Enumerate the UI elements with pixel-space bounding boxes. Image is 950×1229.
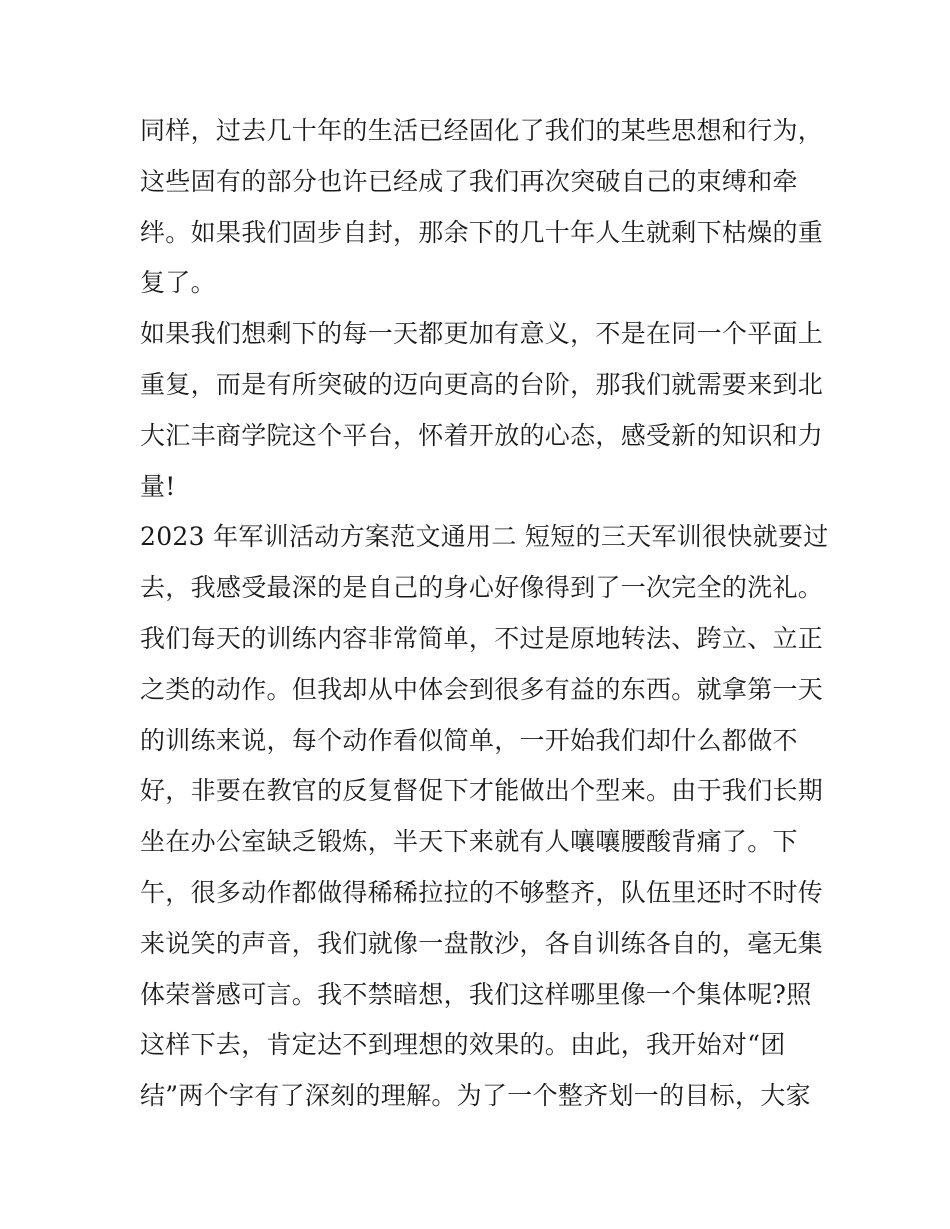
text-line: 坐在办公室缺乏锻炼，半天下来就有人嚷嚷腰酸背痛了。下: [140, 827, 798, 857]
text-line: 之类的动作。但我却从中体会到很多有益的东西。就拿第一天: [140, 674, 824, 704]
text-line: 如果我们想剩下的每一天都更加有意义，不是在同一个平面上: [140, 319, 824, 349]
text-line: 2023 年军训活动方案范文通用二 短短的三天军训很快就要过: [140, 522, 829, 552]
text-line: 结”两个字有了深刻的理解。为了一个整齐划一的目标，大家: [140, 1081, 811, 1111]
text-line: 好，非要在教官的反复督促下才能做出个型来。由于我们长期: [140, 776, 824, 806]
text-line: 量!: [140, 471, 176, 501]
text-line: 大汇丰商学院这个平台，怀着开放的心态，感受新的知识和力: [140, 420, 824, 450]
text-line: 午，很多动作都做得稀稀拉拉的不够整齐，队伍里还时不时传: [140, 877, 824, 907]
text-line: 这些固有的部分也许已经成了我们再次突破自己的束缚和牵: [140, 166, 798, 196]
text-line: 这样下去，肯定达不到理想的效果的。由此，我开始对“团: [140, 1030, 786, 1060]
text-line: 同样，过去几十年的生活已经固化了我们的某些思想和行为，: [140, 116, 824, 145]
text-line: 来说笑的声音，我们就像一盘散沙，各自训练各自的，毫无集: [140, 928, 824, 958]
text-line: 我们每天的训练内容非常简单，不过是原地转法、跨立、立正: [140, 623, 824, 653]
body-text: [140, 106, 829, 1122]
text-line: 体荣誉感可言。我不禁暗想，我们这样哪里像一个集体呢?照: [140, 979, 812, 1009]
text-line: 重复，而是有所突破的迈向更高的台阶，那我们就需要来到北: [140, 369, 824, 399]
text-line: 去，我感受最深的是自己的身心好像得到了一次完全的洗礼。: [140, 573, 824, 603]
text-line: 绊。如果我们固步自封，那余下的几十年人生就剩下枯燥的重: [140, 217, 824, 247]
text-line: 复了。: [140, 268, 216, 298]
text-line: 的训练来说，每个动作看似简单，一开始我们却什么都做不: [140, 725, 798, 755]
